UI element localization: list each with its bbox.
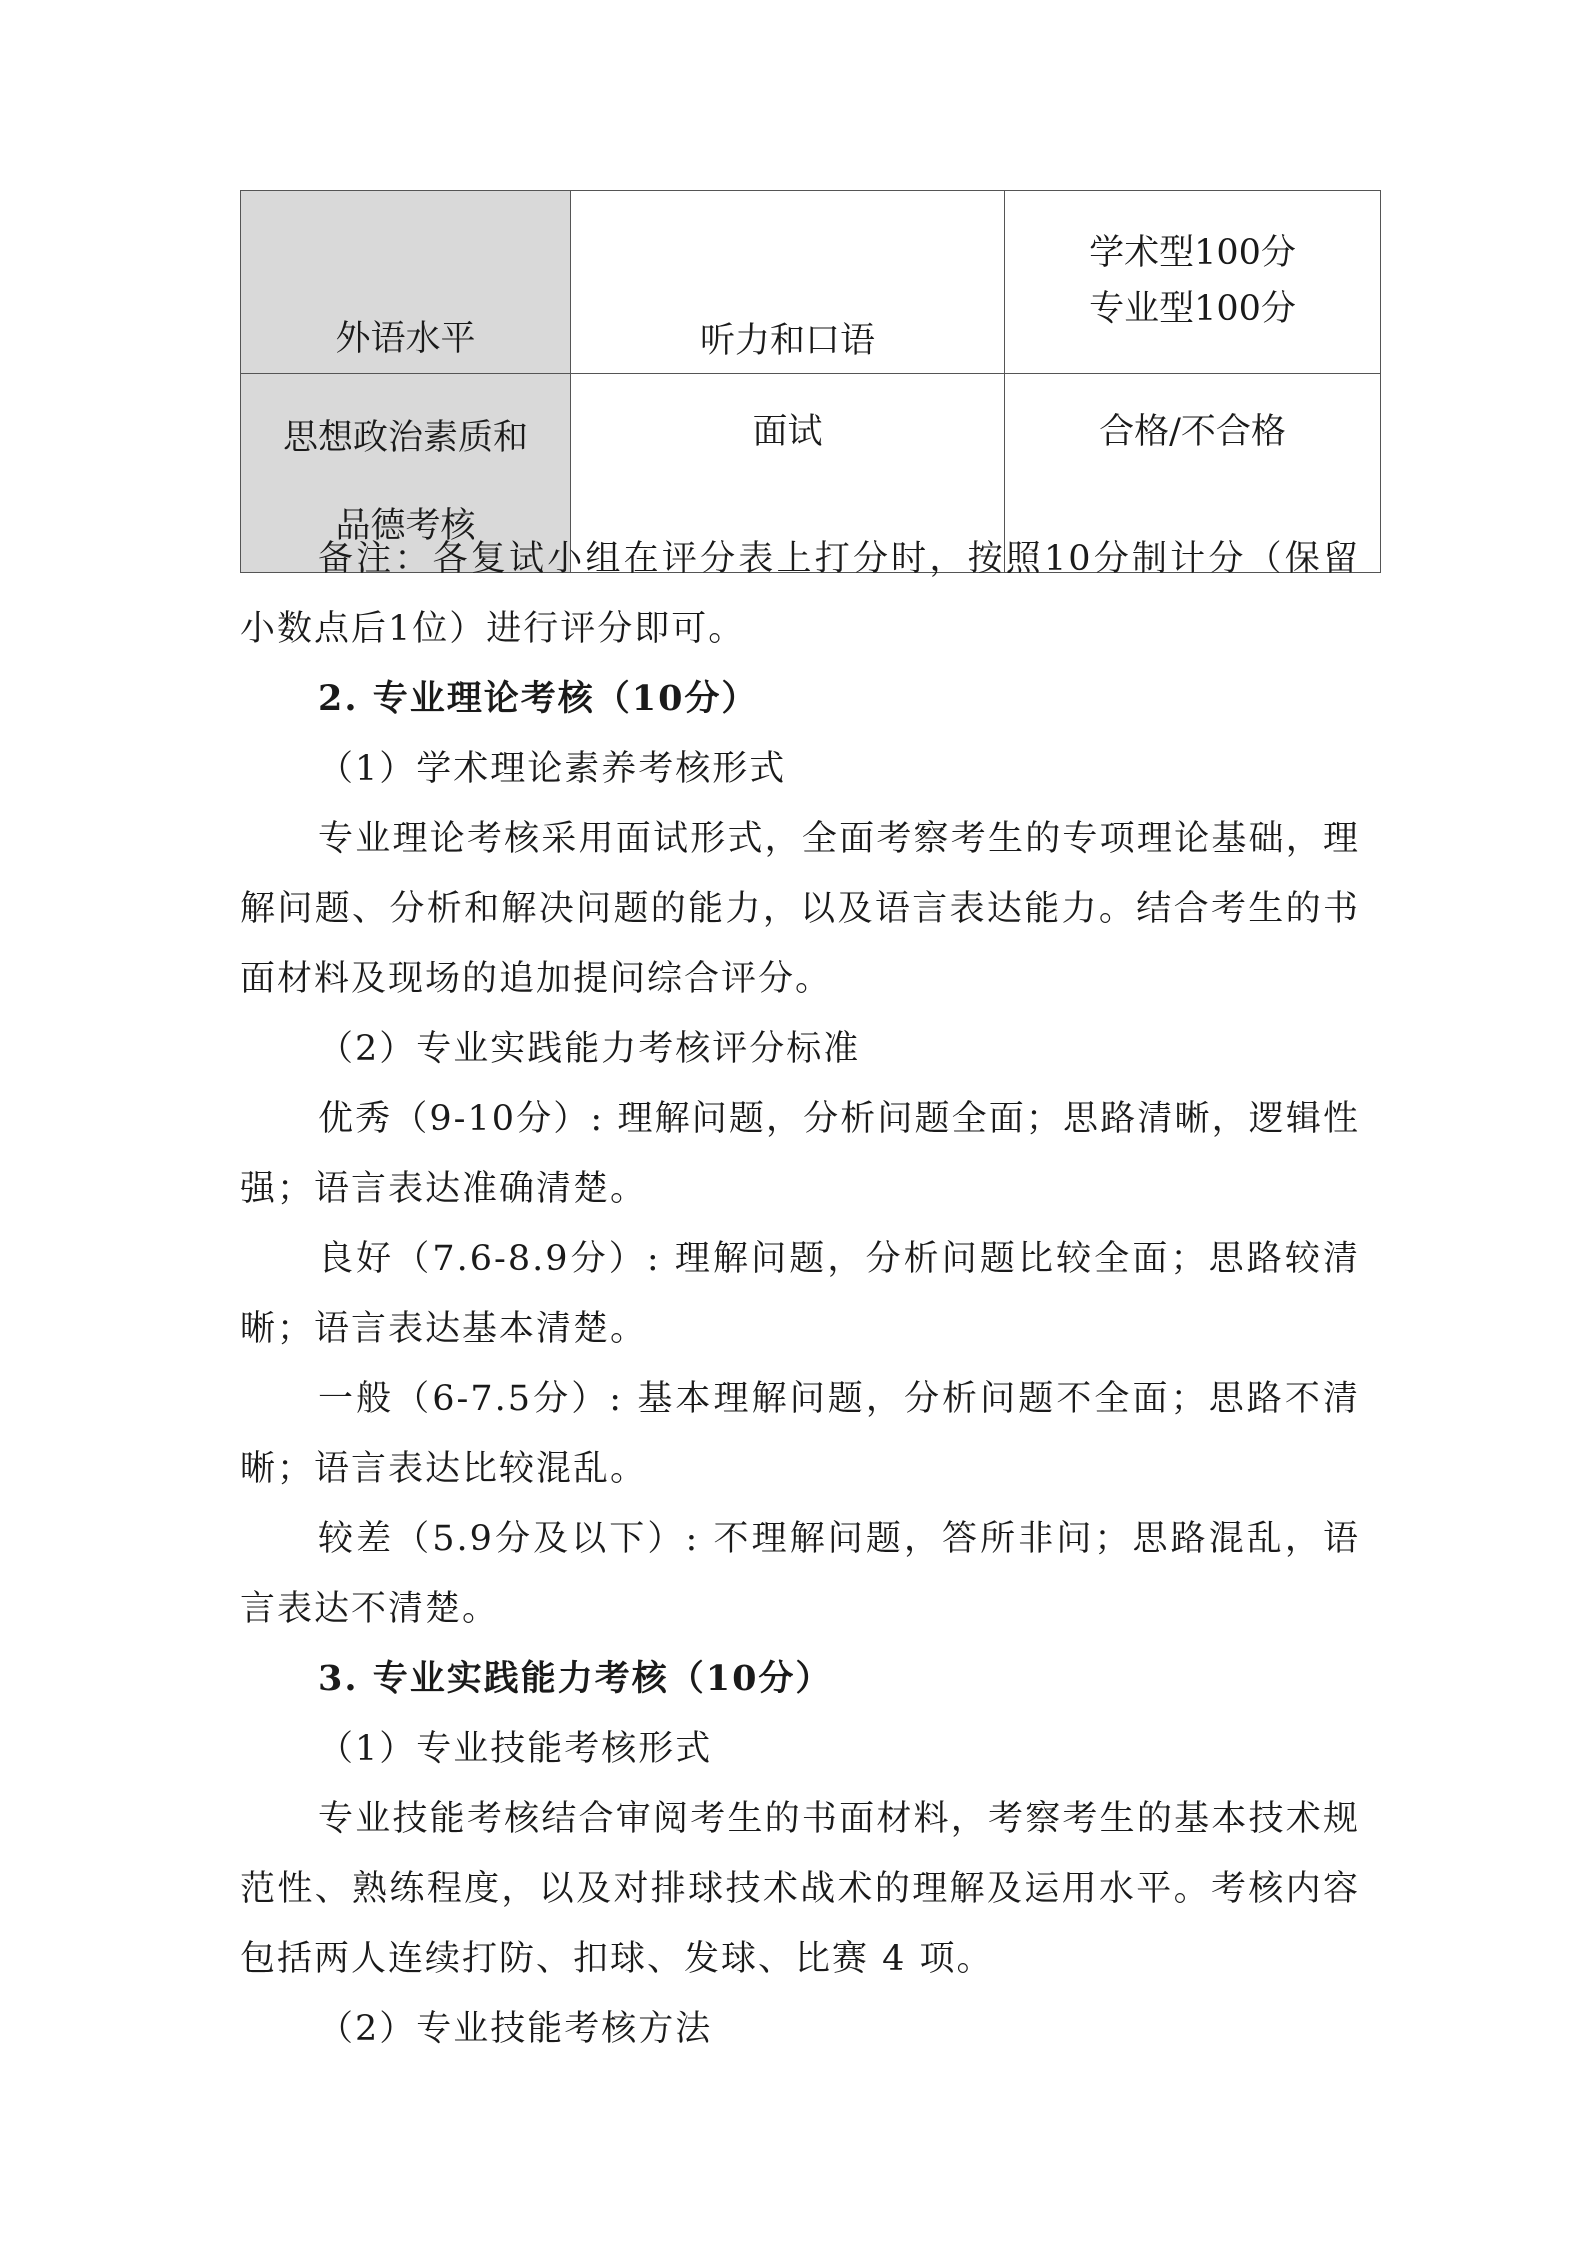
section3-description: 专业技能考核结合审阅考生的书面材料，考察考生的基本技术规范性、熟练程度，以及对排球技术战术的理解及运用水平。考核内容包括两人连续打防、扣球、发球、比赛 4 项。 bbox=[240, 1799, 1360, 1979]
table-cell-score: 合格/不合格 bbox=[1005, 374, 1381, 573]
score-academic: 学术型100分 bbox=[1089, 233, 1296, 273]
section2-sub2: （2）专业实践能力考核评分标准 bbox=[318, 1029, 861, 1069]
item-line-1: 思想政治素质和 bbox=[282, 418, 528, 458]
table-cell-item: 外语水平 bbox=[241, 191, 571, 374]
item-line-2: 品德考核 bbox=[335, 506, 476, 546]
section2-heading: 2. 专业理论考核（10分） bbox=[318, 678, 759, 719]
section3-heading: 3. 专业实践能力考核（10分） bbox=[318, 1658, 833, 1699]
table-cell-method: 面试 bbox=[571, 374, 1005, 573]
section3-sub2: （2）专业技能考核方法 bbox=[318, 2009, 713, 2049]
note-paragraph: 备注：各复试小组在评分表上打分时，按照10分制计分（保留小数点后1位）进行评分即可。 bbox=[240, 539, 1360, 649]
section2-description: 专业理论考核采用面试形式，全面考察考生的专项理论基础，理解问题、分析和解决问题的能力，以及语言表达能力。结合考生的书面材料及现场的追加提问综合评分。 bbox=[240, 819, 1360, 999]
table-row bbox=[241, 191, 1381, 374]
section2-sub1: （1）学术理论素养考核形式 bbox=[318, 749, 787, 789]
criterion-poor: 较差（5.9分及以下）: 不理解问题，答所非问；思路混乱，语言表达不清楚。 bbox=[240, 1519, 1360, 1629]
assessment-table bbox=[240, 190, 1381, 573]
table-cell-score bbox=[1005, 191, 1381, 374]
criterion-good: 良好（7.6-8.9分）: 理解问题，分析问题比较全面；思路较清晰；语言表达基本清楚。 bbox=[240, 1239, 1360, 1349]
score-professional: 专业型100分 bbox=[1089, 289, 1296, 329]
criterion-average: 一般（6-7.5分）: 基本理解问题，分析问题不全面；思路不清晰；语言表达比较混乱。 bbox=[240, 1379, 1360, 1489]
table-cell-method: 听力和口语 bbox=[571, 191, 1005, 374]
section3-sub1: （1）专业技能考核形式 bbox=[318, 1729, 713, 1769]
criterion-excellent: 优秀（9-10分）: 理解问题，分析问题全面；思路清晰，逻辑性强；语言表达准确清楚。 bbox=[240, 1099, 1360, 1209]
